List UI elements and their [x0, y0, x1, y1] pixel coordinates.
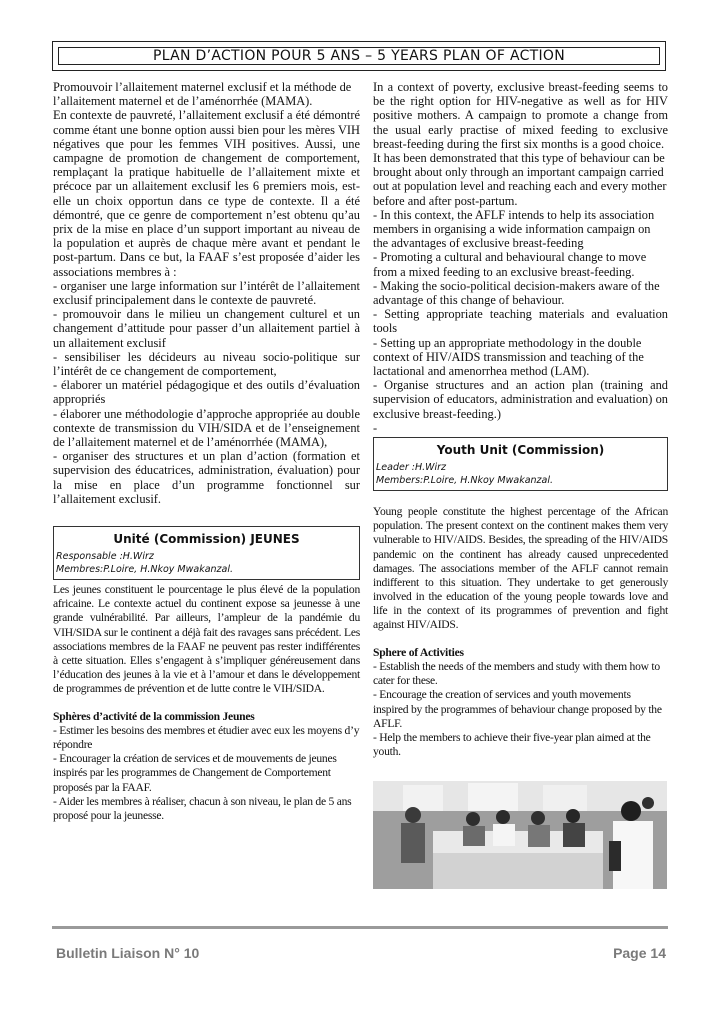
left-column — [53, 80, 360, 823]
left-bullet: - élaborer un matériel pédagogique et des outils d’évaluation appropriés — [53, 378, 360, 407]
meeting-photo — [373, 781, 667, 889]
sphere-item-fr: - Estimer les besoins des membres et étudier avec eux les moyens d’y répondre — [53, 724, 360, 752]
footer-rule — [52, 926, 668, 929]
sphere-item-en: - Encourage the creation of services and youth movements inspired by the programmes of behaviour change proposed by the AFLF. — [373, 688, 662, 730]
left-bullet: - élaborer une méthodologie d’approche appropriée au double contexte de transmission du VIH/SIDA et de l’enseignement de l’allaitement maternel et de l’aménorrhée (MAMA), — [53, 406, 360, 450]
spheres-title-en: Sphere of Activities — [373, 646, 464, 660]
youth-unit-members-en: Members:P.Loire, H.Nkoy Mwakanzal. — [376, 475, 554, 487]
youth-unit-title-fr: Unité (Commission) JEUNES — [113, 532, 300, 547]
sphere-item-en: - Help the members to achieve their five-year plan aimed at the youth. — [373, 730, 651, 758]
left-bullet: - sensibiliser les décideurs au niveau socio-politique sur l’intérêt de ce changement de comportement, — [53, 349, 360, 379]
right-p1: In a context of poverty, exclusive breast-feeding seems to be the right option for HIV-negative as well as for HIV positive mothers. A campaign to promote a change from the usual early practise of mixed feeding to exclusive breast-feeding during the first six months is a good choice. — [373, 80, 668, 151]
meeting-photo-drawing — [373, 781, 667, 889]
right-column — [373, 80, 668, 759]
youth-unit-leader-fr: Responsable :H.Wirz — [56, 551, 154, 563]
sphere-item-fr: - Aider les membres à réaliser, chacun à son niveau, le plan de 5 ans proposé pour la jeunesse. — [53, 794, 352, 822]
right-p2: It has been demonstrated that this type of behaviour can be brought about only through an important campaign carried out at population level and reaching each and every mother before and after post-partum. — [373, 151, 667, 208]
sphere-item-fr: - Encourager la création de services et de mouvements de jeunes inspirés par les programmes de Changement de Comportement proposés par la FAAF. — [53, 752, 337, 794]
youth-unit-members-fr: Membres:P.Loire, H.Nkoy Mwakanzal. — [56, 564, 234, 576]
right-bullet: - Setting up an appropriate methodology in the double context of HIV/AIDS transmission and teaching of the lactational and amenorrhea method (LAM). — [373, 335, 644, 379]
right-bullet: - In this context, the AFLF intends to help its association members in organising a wide information campaign on the advantages of exclusive breast-feeding — [373, 207, 655, 251]
left-intro: Promouvoir l’allaitement maternel exclusif et la méthode de l’allaitement maternel et de l’aménorrhée (MAMA). — [53, 80, 352, 109]
left-bullet: - promouvoir dans le milieu un changement culturel et un changement d’attitude pour passer d’un allaitement partiel à un allaitement exclusif — [53, 307, 360, 350]
footer-bulletin: Bulletin Liaison N° 10 — [56, 945, 200, 961]
page-header-inner — [58, 47, 660, 65]
footer-page-number: Page 14 — [613, 945, 666, 961]
right-dash: - — [373, 420, 378, 435]
right-bullet: - Promoting a cultural and behavioural change to move from a mixed feeding to an exclusive breast-feeding. — [373, 250, 647, 279]
right-bullet: - Setting appropriate teaching materials and evaluation tools — [373, 307, 668, 336]
left-context: En contexte de pauvreté, l’allaitement exclusif a été démontré comme étant une bonne option aussi bien pour les mères VIH négatives que pour les femmes VIH positives. Aussi, une campagne de promotion de changement de comportement, remplaçant la pratique habituelle de l’allaitement mixte et précoce par un allaitement exclusif les 6 premiers mois, est-elle un choix opportun dans ce type de contexte. Il a été démontré, que ce genre de comportement n’est obtenu qu’au prix de la mise en place d’un support important au niveau de la population et auprès de chaque mère avant et pendant le post-partum. Dans ce but, la FAAF s’est proposée d’aider les associations membres à : — [53, 108, 360, 279]
youth-text-fr: Les jeunes constituent le pourcentage le plus élevé de la population africaine. Le contexte actuel du continent expose sa jeunesse à une grande vulnérabilité. Par ailleurs, l’ampleur de la pandémie du VIH/SIDA sur le continent a déjà fait des ravages sans précédent. Les associations membres de la FAAF ne peuvent pas rester indifférentes à cette situation. Elles s’engagent à s’impliquer généreusement dans l’éducation des jeunes à la vie et à l’amour et dans le développement de programmes de prévention et de lutte contre le VIH/SIDA. — [53, 583, 360, 695]
youth-text-en: Young people constitute the highest percentage of the African population. The present context on the continent makes them very vulnerable to HIV/AIDS. Besides, the spreading of the HIV/AIDS pandemic on the continent has already caused unprecedented damages. The associations member of the AFLF cannot remain indifferent to this situation. They undertake to get generously involved in the education of the young people towards love and life in the context of its programmes of prevention and fight against HIV/AIDS. — [373, 505, 668, 632]
page-header — [52, 41, 666, 71]
page-title: PLAN D’ACTION POUR 5 ANS – 5 YEARS PLAN OF ACTION — [152, 48, 566, 64]
spheres-title-fr: Sphères d’activité de la commission Jeunes — [53, 710, 255, 724]
left-bullet: - organiser des structures et un plan d’action (formation et supervision des éducatrices, administration, évaluation) pour la mise en place d’un programme fonctionnel sur l’allaitement exclusif. — [53, 449, 360, 506]
right-bullet: - Organise structures and an action plan (training and supervision of educators, administration and evaluation) on exclusive breast-feeding.) — [373, 378, 668, 421]
left-bullet: - organiser une large information sur l’intérêt de l’allaitement exclusif principalement dans le contexte de pauvreté. — [53, 278, 360, 308]
youth-unit-title-en: Youth Unit (Commission) — [436, 443, 605, 458]
right-bullet: - Making the socio-political decision-makers aware of the advantage of this change of behaviour. — [373, 278, 660, 308]
youth-unit-box-fr — [53, 526, 360, 580]
sphere-item-en: - Establish the needs of the members and study with them how to cater for these. — [373, 660, 660, 688]
youth-unit-box-en — [373, 437, 668, 491]
youth-unit-leader-en: Leader :H.Wirz — [376, 462, 447, 474]
